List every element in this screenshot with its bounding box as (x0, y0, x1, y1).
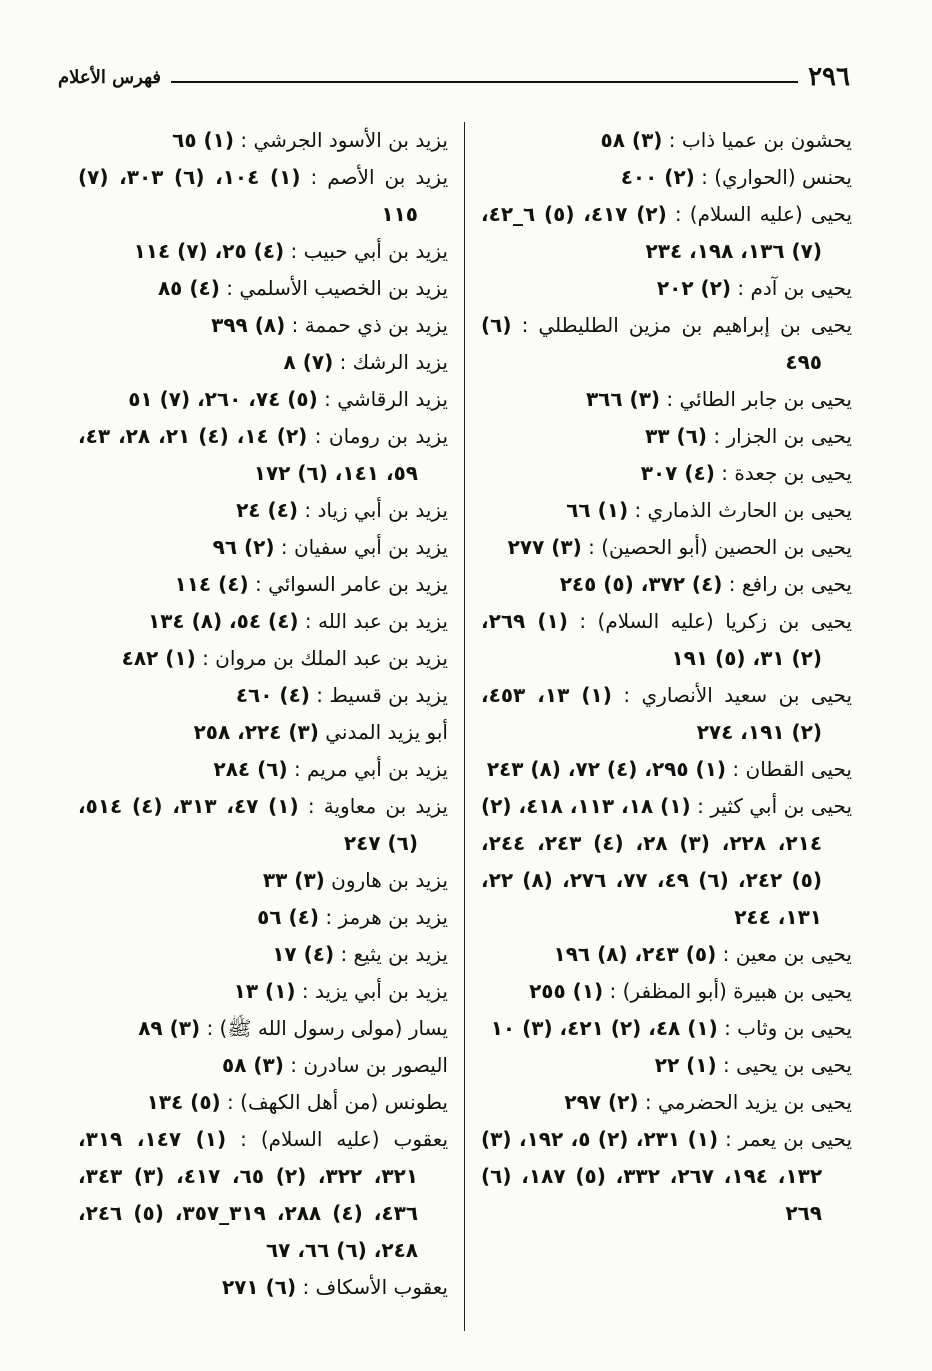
entry-name: يحيى بن الحصين (أبو الحصين) : (588, 535, 852, 559)
index-entry (78, 1121, 448, 1269)
entry-name: يزيد بن ذي حممة : (291, 313, 448, 337)
entry-references: (١) ٢٢ (654, 1053, 717, 1077)
entry-name: يزيد بن أبي سفيان : (280, 535, 448, 559)
entry-name: يزيد بن عامر السوائي : (254, 572, 448, 596)
entry-references: (٤) ٣٧٢، (٥) ٢٤٥ (559, 572, 723, 596)
page-header (58, 60, 850, 94)
index-entry (481, 1084, 852, 1121)
index-entry (481, 1121, 852, 1232)
index-columns (78, 122, 852, 1331)
index-entry (78, 1010, 448, 1047)
entry-references: (٤) ٤٦٠ (235, 683, 310, 707)
entry-references: (١) ١٣ (233, 979, 296, 1003)
entry-name: يزيد بن يثيع : (340, 942, 448, 966)
index-entry (78, 899, 448, 936)
entry-name: يحشون بن عميا ذاب : (668, 128, 852, 152)
entry-references: (٥) ١٣٤ (146, 1090, 221, 1114)
index-entry (78, 751, 448, 788)
entry-references: (٣) ٥٨ (222, 1053, 284, 1077)
entry-name: يزيد بن أبي يزيد : (301, 979, 448, 1003)
index-entry (78, 122, 448, 159)
entry-references: (١) ١٣، ٤٥٣، (٢) ١٩١، ٢٧٤ (481, 683, 822, 744)
index-entry (78, 159, 448, 233)
entry-name: يزيد بن أبي مريم : (293, 757, 448, 781)
index-entry (78, 1269, 448, 1306)
entry-name: يحيى بن زكريا (عليه السلام) : (579, 609, 853, 633)
entry-references: (١) ٦٦ (566, 498, 629, 522)
entry-references: (٢) ٤٠٠ (620, 165, 695, 189)
entry-references: (٦) ٢٨٤ (213, 757, 288, 781)
index-entry (78, 677, 448, 714)
entry-references: (١) ٢٣١، (٢) ٥، ١٩٢، (٣) ١٣٢، ١٩٤، ٢٦٧، ٣٣٢، (٥) ١٨٧، (٦) ٢٦٩ (481, 1127, 823, 1225)
entry-name: يحيى بن يحيى : (723, 1053, 852, 1077)
entry-references: (٤) ١١٤ (174, 572, 249, 596)
index-entry (481, 307, 852, 381)
entry-references: (٣) ٣٣ (262, 868, 325, 892)
index-entry (78, 270, 448, 307)
entry-references: (٧) ٨ (283, 350, 334, 374)
index-entry (481, 603, 852, 677)
entry-name: يزيد بن أبي زياد : (304, 498, 448, 522)
index-entry (481, 788, 852, 936)
index-entry (78, 788, 448, 862)
entry-references: (٣) ٥٨ (600, 128, 663, 152)
entry-name: يزيد الرقاشي : (324, 387, 448, 411)
entry-references: (٤) ٢٤ (236, 498, 298, 522)
entry-references: (٥) ٢٤٣، (٨) ١٩٦ (553, 942, 717, 966)
index-entry (78, 603, 448, 640)
left-column (78, 122, 465, 1331)
entry-name: يحيى بن الجزار : (713, 424, 852, 448)
entry-references: (٣) ٢٢٤، ٢٥٨ (193, 720, 319, 744)
index-entry (78, 492, 448, 529)
index-entry (78, 862, 448, 899)
entry-name: يزيد بن عبد الله : (304, 609, 448, 633)
entry-name: يحيى (عليه السلام) : (674, 202, 853, 226)
entry-name: يزيد بن الأسود الجرشي : (240, 128, 448, 152)
entry-name: يحيى بن جعدة : (721, 461, 852, 485)
entry-name: يحيى بن آدم : (737, 276, 852, 300)
index-entry (78, 344, 448, 381)
entry-name: يزيد بن عبد الملك بن مروان : (202, 646, 448, 670)
entry-references: (١) ٤٧، ٣١٣، (٤) ٥١٤، (٦) ٢٤٧ (78, 794, 418, 855)
index-entry (481, 1047, 852, 1084)
entry-name: يحيى بن يزيد الحضرمي : (644, 1090, 852, 1114)
index-entry (481, 936, 852, 973)
entry-references: (٣) ٨٩ (138, 1016, 201, 1040)
index-entry (481, 529, 852, 566)
index-entry (481, 566, 852, 603)
entry-references: (٤) ٨٥ (157, 276, 220, 300)
entry-references: (٤) ٣٠٧ (640, 461, 715, 485)
entry-name: يحيى بن أبي كثير : (697, 794, 853, 818)
header-rule (171, 81, 798, 83)
page-number: ٢٩٦ (808, 62, 850, 92)
entry-name: يحيى بن وثاب : (724, 1016, 852, 1040)
entry-references: (٢) ٤١٧، (٥) ٦_٤٢، (٧) ١٣٦، ١٩٨، ٢٣٤ (481, 202, 822, 263)
entry-references: (٢) ٢٩٧ (564, 1090, 639, 1114)
entry-name: يحيى القطان : (732, 757, 852, 781)
index-entry (78, 381, 448, 418)
entry-name: يحيى بن رافع : (728, 572, 852, 596)
entry-references: (١) ٢٥٥ (529, 979, 604, 1003)
entry-name: يحنس (الحواري) : (701, 165, 852, 189)
entry-references: (٣) ٣٦٦ (585, 387, 661, 411)
index-entry (78, 529, 448, 566)
entry-references: (١) ١٨، ١١٣، ٤١٨، (٢) ٢١٤، ٢٢٨، (٣) ٢٨، (٤) ٢٤٣، ٢٤٤، (٥) ٢٤٢، (٦) ٤٩، ٧٧، ٢٧٦، (٨) ٢٢، ١٣١، ٢٤٤ (481, 794, 823, 929)
index-entry (78, 566, 448, 603)
entry-references: (١) ١٠٤، (٦) ٣٠٣، (٧) ١١٥ (78, 165, 418, 226)
entry-references: (٤) ٥٤، (٨) ١٣٤ (148, 609, 299, 633)
entry-name: يزيد بن هرمز : (325, 905, 448, 929)
entry-references: (١) ٢٩٥، (٤) ٧٢، (٨) ٢٤٣ (486, 757, 727, 781)
entry-name: يزيد بن الأصم : (310, 165, 449, 189)
index-entry (78, 1084, 448, 1121)
entry-references: (٤) ١٧ (272, 942, 335, 966)
entry-name: يزيد بن قسيط : (316, 683, 448, 707)
entry-references: (٢) ٩٦ (212, 535, 275, 559)
entry-references: (١) ١٤٧، ٣١٩، ٣٢١، ٣٢٢، (٢) ٦٥، ٤١٧، (٣) ٣٤٣، ٤٣٦، (٤) ٢٨٨، ٣١٩_٣٥٧، (٥) ٢٤٦، ٢٤٨، (٦) ٦٦، ٦٧ (78, 1127, 419, 1262)
index-entry (78, 640, 448, 677)
entry-references: (٦) ٤٩٥ (481, 313, 822, 374)
entry-name: يحيى بن معين : (722, 942, 852, 966)
entry-name: يعقوب الأسكاف : (302, 1275, 448, 1299)
entry-name: يزيد الرشك : (339, 350, 448, 374)
right-column (465, 122, 852, 1331)
entry-references: (١) ٤٨، (٢) ٤٢١، (٣) ١٠ (490, 1016, 718, 1040)
index-entry (481, 270, 852, 307)
entry-name: يزيد بن هارون (331, 868, 448, 892)
entry-name: اليصور بن سادرن : (290, 1053, 448, 1077)
entry-references: (٤) ٥٦ (257, 905, 320, 929)
index-entry (481, 973, 852, 1010)
index-entry (481, 492, 852, 529)
entry-name: يسار (مولى رسول الله ﷺ) : (206, 1016, 448, 1040)
index-entry (481, 677, 852, 751)
entry-references: (٦) ٣٣ (645, 424, 708, 448)
index-entry (481, 196, 852, 270)
index-entry (78, 233, 448, 270)
entry-name: يزيد بن الخصيب الأسلمي : (226, 276, 448, 300)
section-title: فهرس الأعلام (58, 66, 161, 88)
entry-references: (١) ٤٨٢ (121, 646, 196, 670)
index-entry (481, 159, 852, 196)
entry-name: يحيى بن هبيرة (أبو المظفر) : (609, 979, 852, 1003)
index-entry (481, 751, 852, 788)
entry-name: يحيى بن إبراهيم بن مزين الطليطلي : (521, 313, 853, 337)
entry-references: (١) ٦٥ (172, 128, 235, 152)
index-entry (78, 418, 448, 492)
index-entry (78, 973, 448, 1010)
entry-name: يحيى بن جابر الطائي : (666, 387, 852, 411)
entry-name: يزيد بن رومان : (314, 424, 449, 448)
entry-references: (٢) ٢٠٢ (656, 276, 731, 300)
entry-references: (١) ٢٦٩، (٢) ٣١، (٥) ١٩١ (481, 609, 822, 670)
entry-references: (٢) ١٤، (٤) ٢١، ٢٨، ٤٣، ٥٩، ١٤١، (٦) ١٧٢ (78, 424, 418, 485)
index-entry (481, 418, 852, 455)
index-entry (78, 1047, 448, 1084)
entry-name: أبو يزيد المدني (325, 720, 448, 744)
entry-references: (٨) ٣٩٩ (211, 313, 286, 337)
index-entry (481, 122, 852, 159)
entry-references: (٦) ٢٧١ (222, 1275, 297, 1299)
entry-references: (٥) ٧٤، ٢٦٠، (٧) ٥١ (128, 387, 318, 411)
index-entry (78, 936, 448, 973)
entry-name: يحيى بن يعمر : (724, 1127, 853, 1151)
entry-name: يحيى بن الحارث الذماري : (634, 498, 852, 522)
entry-name: يحيى بن سعيد الأنصاري : (623, 683, 853, 707)
entry-name: يزيد بن معاوية : (307, 794, 448, 818)
entry-name: يطونس (من أهل الكهف) : (227, 1090, 448, 1114)
index-entry (481, 1010, 852, 1047)
index-entry (481, 455, 852, 492)
entry-name: يعقوب (عليه السلام) : (240, 1127, 449, 1151)
index-entry (481, 381, 852, 418)
index-entry (78, 307, 448, 344)
entry-references: (٤) ٢٥، (٧) ١١٤ (133, 239, 285, 263)
index-entry (78, 714, 448, 751)
entry-references: (٣) ٢٧٧ (507, 535, 582, 559)
entry-name: يزيد بن أبي حبيب : (290, 239, 448, 263)
